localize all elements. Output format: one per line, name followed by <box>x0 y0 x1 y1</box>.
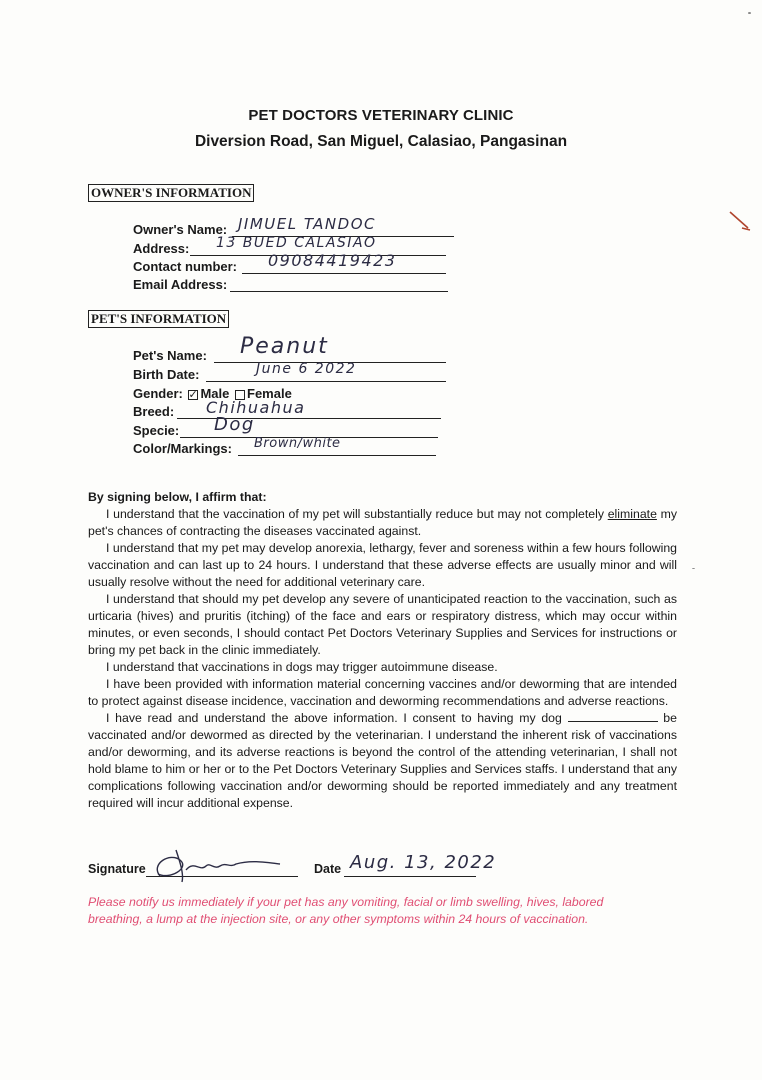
consent-paragraph-1 <box>88 506 677 540</box>
consent-p6-text-a: I have read and understand the above information. I consent to having my dog <box>106 711 568 725</box>
contact-value: 09084419423 <box>268 251 397 270</box>
male-option-label: Male <box>200 386 230 401</box>
breed-label: Breed: <box>133 404 175 419</box>
owner-name-label: Owner's Name: <box>133 222 228 237</box>
pet-name-value: Peanut <box>240 334 329 359</box>
pet-name-label: Pet's Name: <box>133 348 207 363</box>
gender-label: Gender: <box>133 386 183 401</box>
consent-p1-text-b: my pet's chances of contracting the diseases vaccinated against. <box>88 507 678 538</box>
date-value: Aug. 13, 2022 <box>350 852 497 873</box>
owner-name-value: JIMUEL TANDOC <box>238 215 376 233</box>
date-line[interactable] <box>344 876 476 877</box>
consent-p1-text-a: I understand that the vaccination of my pet will substantially reduce but may not completely <box>106 507 608 521</box>
notice-text: Please notify us immediately if your pet has any vomiting, facial or limb swelling, hives, labored breathing, a lump at the injection site, or any other symptoms within 24 hours of vaccination. <box>88 895 604 926</box>
birth-date-value: June 6 2022 <box>256 361 357 377</box>
scan-speck <box>692 568 695 569</box>
owner-section-heading: OWNER'S INFORMATION <box>88 184 254 202</box>
address-label: Address: <box>133 241 190 256</box>
color-markings-line[interactable] <box>238 455 436 456</box>
color-markings-label: Color/Markings: <box>133 441 232 456</box>
specie-value: Dog <box>214 414 255 435</box>
birth-date-line[interactable] <box>206 381 446 382</box>
email-line[interactable] <box>230 291 448 292</box>
signature-scribble <box>140 846 290 886</box>
email-label: Email Address: <box>133 277 228 292</box>
pen-mark <box>728 208 754 234</box>
contact-label: Contact number: <box>133 259 237 274</box>
color-markings-value: Brown/white <box>254 436 341 451</box>
address-value: 13 BUED CALASIAO <box>216 235 377 251</box>
signature-label: Signature <box>88 862 146 876</box>
specie-label: Specie: <box>133 423 180 438</box>
consent-p1-underlined: eliminate <box>607 507 657 521</box>
consent-paragraph-5: I have been provided with information material concerning vaccines and/or deworming that are intended to protect against disease incidence, vaccination and deworming recommendations and adverse reactions. <box>88 677 677 708</box>
scan-speck <box>748 12 751 14</box>
consent-paragraph-3: I understand that should my pet develop any severe of unanticipated reaction to the vaccination, such as urticaria (hives) and pruritis (itching) of the face and ears or respiratory distress, which may occur within minutes, or even seconds, I should contact Pet Doctors Veterinary Supplies and Services for instructions or bring my pet back in the clinic immediately. <box>88 592 677 657</box>
breed-value: Chihuahua <box>206 398 306 417</box>
clinic-name: PET DOCTORS VETERINARY CLINIC <box>248 107 514 124</box>
consent-paragraph-6 <box>88 710 677 812</box>
consent-paragraph-4: I understand that vaccinations in dogs may trigger autoimmune disease. <box>106 660 498 674</box>
check-mark-icon: ✓ <box>188 388 198 401</box>
pet-section-heading: PET'S INFORMATION <box>88 310 229 328</box>
consent-paragraph-2: I understand that my pet may develop anorexia, lethargy, fever and soreness within a few hours following vaccination and can last up to 24 hours. I understand that these adverse effects are usually minor and will usually resolve without the need for additional veterinary care. <box>88 541 677 589</box>
consent-intro: By signing below, I affirm that: <box>88 490 267 504</box>
consent-p6-text-b: be vaccinated and/or dewormed as directed by the veterinarian. I understand the inherent risk of vaccinations and/or deworming, and its adverse reactions is beyond the control of the attending veterinarian, I shall not hold blame to him or her or to the Pet Doctors Veterinary Supplies and Services staffs. I understand that any complications following vaccination and/or deworming should be reported immediately and any treatment required will incur additional expense. <box>88 711 677 810</box>
dog-name-blank[interactable] <box>568 711 658 722</box>
female-option-label: Female <box>247 386 292 401</box>
consent-text <box>88 489 677 812</box>
date-label: Date <box>314 862 342 876</box>
birth-date-label: Birth Date: <box>133 367 200 382</box>
male-checkbox[interactable] <box>188 390 198 400</box>
clinic-address: Diversion Road, San Miguel, Calasiao, Pangasinan <box>194 133 568 150</box>
contact-line[interactable] <box>242 273 446 274</box>
